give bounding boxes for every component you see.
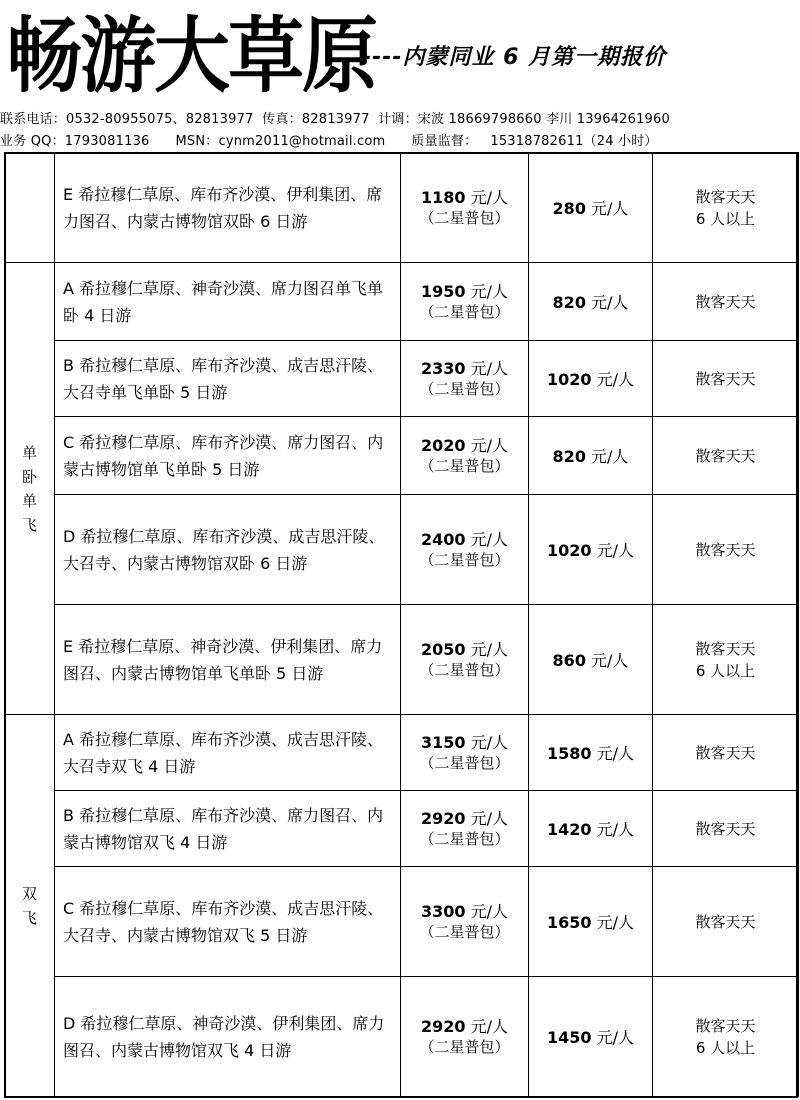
adult-price-unit: 元/人 xyxy=(465,358,508,378)
min-group-note: 6 人以上 xyxy=(695,209,756,228)
page-subtitle: ----内蒙同业 6 月第一期报价 xyxy=(362,45,667,70)
departure-note: 散客天天 xyxy=(695,743,756,762)
child-price-amount: 1580 xyxy=(546,744,592,763)
route-cell: E 希拉穆仁草原、神奇沙漠、伊利集团、席力图召、内蒙古博物馆单飞单卧 5 日游 xyxy=(55,605,401,715)
child-price-unit: 元/人 xyxy=(591,370,634,389)
hotel-grade: （二星普包） xyxy=(419,456,510,475)
hotel-grade: （二星普包） xyxy=(419,1037,510,1056)
page-title: 畅游大草原 xyxy=(6,7,376,104)
adult-price-amount: 2330 xyxy=(420,358,466,378)
child-price-unit: 元/人 xyxy=(585,447,629,466)
adult-price-amount: 3150 xyxy=(420,732,466,752)
departure-note: 散客天天 xyxy=(695,187,756,206)
hotel-grade: （二星普包） xyxy=(419,922,510,941)
group-label-char: 单 xyxy=(21,491,37,510)
adult-price-unit: 元/人 xyxy=(465,435,508,455)
child-price-unit: 元/人 xyxy=(591,820,634,839)
child-price-unit: 元/人 xyxy=(591,541,634,560)
child-price-unit: 元/人 xyxy=(591,913,634,932)
adult-price-unit: 元/人 xyxy=(465,187,508,207)
child-price-amount: 820 xyxy=(552,447,586,466)
adult-price-unit: 元/人 xyxy=(465,529,508,549)
adult-price-amount: 1950 xyxy=(420,281,466,301)
departure-note: 散客天天 xyxy=(695,639,756,658)
child-price-amount: 1450 xyxy=(546,1028,592,1047)
group-label-char: 双 xyxy=(21,884,37,903)
route-cell: A 希拉穆仁草原、库布齐沙漠、成吉思汗陵、大召寺双飞 4 日游 xyxy=(55,715,401,791)
route-cell: B 希拉穆仁草原、库布齐沙漠、成吉思汗陵、大召寺单飞单卧 5 日游 xyxy=(55,341,401,417)
route-cell: D 希拉穆仁草原、库布齐沙漠、成吉思汗陵、大召寺、内蒙古博物馆双卧 6 日游 xyxy=(55,495,401,605)
hotel-grade: （二星普包） xyxy=(419,208,510,227)
adult-price-unit: 元/人 xyxy=(465,901,508,921)
hotel-grade: （二星普包） xyxy=(419,550,510,569)
min-group-note: 6 人以上 xyxy=(695,1038,756,1057)
hotel-grade: （二星普包） xyxy=(419,302,510,321)
route-cell: C 希拉穆仁草原、库布齐沙漠、席力图召、内蒙古博物馆单飞单卧 5 日游 xyxy=(55,417,401,495)
group-label-char: 飞 xyxy=(21,515,37,534)
page-header xyxy=(0,0,800,150)
child-price-amount: 820 xyxy=(552,293,586,312)
child-price-amount: 1420 xyxy=(546,820,592,839)
group-label-char: 单 xyxy=(21,443,37,462)
adult-price-unit: 元/人 xyxy=(465,808,508,828)
adult-price-amount: 2020 xyxy=(420,435,466,455)
adult-price-amount: 3300 xyxy=(420,901,466,921)
departure-note: 散客天天 xyxy=(695,446,756,465)
adult-price-unit: 元/人 xyxy=(465,732,508,752)
child-price-amount: 1020 xyxy=(546,370,592,389)
departure-note: 散客天天 xyxy=(695,540,756,559)
hotel-grade: （二星普包） xyxy=(419,753,510,772)
route-cell: B 希拉穆仁草原、库布齐沙漠、席力图召、内蒙古博物馆双飞 4 日游 xyxy=(55,791,401,867)
adult-price-unit: 元/人 xyxy=(465,639,508,659)
adult-price-amount: 2920 xyxy=(420,808,466,828)
departure-note: 散客天天 xyxy=(695,912,756,931)
route-cell: C 希拉穆仁草原、库布齐沙漠、成吉思汗陵、大召寺、内蒙古博物馆双飞 5 日游 xyxy=(55,867,401,977)
departure-note: 散客天天 xyxy=(695,1016,756,1035)
child-price-amount: 280 xyxy=(552,199,586,218)
adult-price-unit: 元/人 xyxy=(465,1016,508,1036)
departure-note: 散客天天 xyxy=(695,292,756,311)
child-price-unit: 元/人 xyxy=(591,1028,634,1047)
route-cell: A 希拉穆仁草原、神奇沙漠、席力图召单飞单卧 4 日游 xyxy=(55,263,401,341)
child-price-unit: 元/人 xyxy=(585,293,629,312)
adult-price-amount: 2050 xyxy=(420,639,466,659)
contact-line-2: 业务 QQ：1793081136 MSN：cynm2011@hotmail.com 质量监督： 15318782611（24 小时） xyxy=(0,134,658,149)
table-outer-border xyxy=(4,152,798,1098)
adult-price-amount: 1180 xyxy=(420,187,466,207)
adult-price-amount: 2920 xyxy=(420,1016,466,1036)
group-label-char: 飞 xyxy=(21,908,37,927)
contact-line-1: 联系电话：0532-80955075、82813977 传真：82813977 计调：宋波 18669798660 李川 13964261960 xyxy=(0,112,670,127)
child-price-amount: 1650 xyxy=(546,913,592,932)
min-group-note: 6 人以上 xyxy=(695,661,756,680)
adult-price-unit: 元/人 xyxy=(465,281,508,301)
hotel-grade: （二星普包） xyxy=(419,829,510,848)
child-price-unit: 元/人 xyxy=(585,199,629,218)
route-cell: E 希拉穆仁草原、库布齐沙漠、伊利集团、席力图召、内蒙古博物馆双卧 6 日游 xyxy=(55,153,401,263)
group-label-char: 卧 xyxy=(21,467,37,486)
departure-note: 散客天天 xyxy=(695,369,756,388)
child-price-amount: 1020 xyxy=(546,541,592,560)
hotel-grade: （二星普包） xyxy=(419,660,510,679)
adult-price-amount: 2400 xyxy=(420,529,466,549)
hotel-grade: （二星普包） xyxy=(419,379,510,398)
route-cell: D 希拉穆仁草原、神奇沙漠、伊利集团、席力图召、内蒙古博物馆双飞 4 日游 xyxy=(55,977,401,1097)
child-price-amount: 860 xyxy=(552,651,586,670)
departure-note: 散客天天 xyxy=(695,819,756,838)
child-price-unit: 元/人 xyxy=(591,744,634,763)
child-price-unit: 元/人 xyxy=(585,651,629,670)
